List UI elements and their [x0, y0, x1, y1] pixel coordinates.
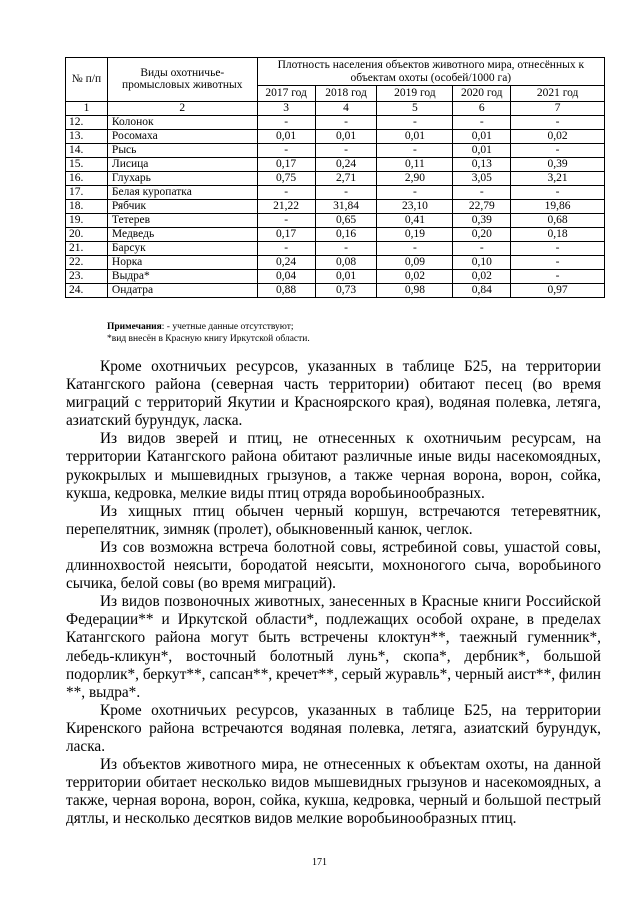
paragraph: Кроме охотничьих ресурсов, указанных в таблице Б25, на территории Киренского района встречаются водяная полевка, летяга, азиатский бурундук, ласка.: [66, 701, 601, 755]
density-value: -: [257, 143, 315, 157]
density-value: -: [511, 241, 605, 255]
row-number: 22.: [66, 255, 108, 269]
species-name: Выдра*: [107, 269, 257, 283]
table-row: [66, 269, 605, 283]
density-value: -: [511, 269, 605, 283]
row-number: 12.: [66, 115, 108, 129]
header-year: 2017 год: [257, 86, 315, 102]
density-value: 0,02: [511, 129, 605, 143]
row-number: 23.: [66, 269, 108, 283]
density-value: -: [377, 115, 453, 129]
density-value: -: [377, 241, 453, 255]
table-row: [66, 171, 605, 185]
index-cell: 6: [453, 101, 511, 115]
density-value: -: [315, 115, 377, 129]
index-cell: 4: [315, 101, 377, 115]
species-name: Глухарь: [107, 171, 257, 185]
header-year: 2021 год: [511, 86, 605, 102]
density-value: 0,11: [377, 157, 453, 171]
row-number: 16.: [66, 171, 108, 185]
species-name: Норка: [107, 255, 257, 269]
density-value: 23,10: [377, 199, 453, 213]
index-cell: 2: [107, 101, 257, 115]
density-value: 0,13: [453, 157, 511, 171]
density-value: 0,19: [377, 227, 453, 241]
density-value: -: [511, 115, 605, 129]
density-value: 0,41: [377, 213, 453, 227]
density-value: 0,75: [257, 171, 315, 185]
density-value: -: [511, 185, 605, 199]
density-value: -: [257, 115, 315, 129]
density-value: -: [453, 241, 511, 255]
table-row: [66, 199, 605, 213]
density-value: 2,90: [377, 171, 453, 185]
table-row: [66, 157, 605, 171]
paragraph: Из видов зверей и птиц, не отнесенных к охотничьим ресурсам, на территории Катангского района обитают различные иные виды насекомоядных, рукокрылых и мышевидных грызунов, а также черная ворона, ворон, сойка, кукша, кедровка, мелкие виды птиц отряда воробьинообразных.: [66, 430, 601, 502]
density-value: 0,39: [511, 157, 605, 171]
row-number: 24.: [66, 283, 108, 297]
paragraph: Кроме охотничьих ресурсов, указанных в таблице Б25, на территории Катангского района (северная часть территории) обитают песец (во время миграций с территорий Якутии и Красноярского края), водяная полевка, летяга, азиатский бурундук, ласка.: [66, 358, 601, 430]
density-value: -: [453, 115, 511, 129]
density-value: 0,08: [315, 255, 377, 269]
density-value: 31,84: [315, 199, 377, 213]
density-value: 0,84: [453, 283, 511, 297]
density-value: 0,01: [315, 129, 377, 143]
density-value: 0,68: [511, 213, 605, 227]
header-species: Виды охотничье-промысловых животных: [107, 58, 257, 102]
density-value: 0,02: [453, 269, 511, 283]
paragraph: Из видов позвоночных животных, занесенных в Красные книги Российской Федерации** и Иркутской области*, подлежащих особой охране, в пределах Катангского района могут быть встречены клоктун**, таежный гуменник*, лебедь-кликун*, восточный болотный лунь*, скопа*, дербник*, большой подорлик*, беркут**, сапсан**, кречет**, серый журавль*, черный аист**, филин **, выдра*.: [66, 593, 601, 701]
density-value: 0,02: [377, 269, 453, 283]
density-value: -: [315, 143, 377, 157]
density-value: 0,97: [511, 283, 605, 297]
table-row: [66, 129, 605, 143]
density-value: -: [453, 185, 511, 199]
density-value: 19,86: [511, 199, 605, 213]
header-year: 2020 год: [453, 86, 511, 102]
density-value: 0,18: [511, 227, 605, 241]
density-value: 0,24: [257, 255, 315, 269]
table-row: [66, 241, 605, 255]
density-value: -: [377, 185, 453, 199]
row-number: 21.: [66, 241, 108, 255]
density-value: -: [315, 185, 377, 199]
notes-line-2: *вид внесён в Красную книгу Иркутской области.: [107, 334, 310, 344]
species-name: Колонок: [107, 115, 257, 129]
table-row: [66, 115, 605, 129]
table-row: [66, 255, 605, 269]
row-number: 20.: [66, 227, 108, 241]
index-cell: 1: [66, 101, 108, 115]
table-row: [66, 227, 605, 241]
density-value: 0,10: [453, 255, 511, 269]
density-value: -: [511, 143, 605, 157]
density-value: 0,01: [315, 269, 377, 283]
density-value: 0,98: [377, 283, 453, 297]
paragraph: Из хищных птиц обычен черный коршун, встречаются тетеревятник, перепелятник, зимняк (пролет), обыкновенный канюк, чеглок.: [66, 502, 601, 538]
density-value: 0,04: [257, 269, 315, 283]
density-value: 3,21: [511, 171, 605, 185]
density-value: -: [257, 241, 315, 255]
species-name: Рябчик: [107, 199, 257, 213]
table-row: [66, 185, 605, 199]
row-number: 14.: [66, 143, 108, 157]
density-value: 0,24: [315, 157, 377, 171]
density-value: 0,01: [453, 143, 511, 157]
density-value: -: [257, 213, 315, 227]
row-number: 15.: [66, 157, 108, 171]
density-value: 0,01: [377, 129, 453, 143]
index-cell: 5: [377, 101, 453, 115]
row-number: 13.: [66, 129, 108, 143]
density-value: 0,16: [315, 227, 377, 241]
index-row: [66, 101, 605, 115]
density-value: 0,20: [453, 227, 511, 241]
species-name: Рысь: [107, 143, 257, 157]
header-year: 2019 год: [377, 86, 453, 102]
density-value: 22,79: [453, 199, 511, 213]
density-value: 0,17: [257, 227, 315, 241]
density-value: -: [511, 255, 605, 269]
density-value: -: [315, 241, 377, 255]
table-row: [66, 213, 605, 227]
notes-line-1: : - учетные данные отсутствуют;: [161, 322, 294, 332]
species-name: Тетерев: [107, 213, 257, 227]
density-value: 0,73: [315, 283, 377, 297]
density-value: 3,05: [453, 171, 511, 185]
header-density: Плотность населения объектов животного мира, отнесённых к объектам охоты (особей/1000 га): [257, 58, 604, 86]
density-value: -: [377, 143, 453, 157]
species-name: Барсук: [107, 241, 257, 255]
species-name: Лисица: [107, 157, 257, 171]
index-cell: 3: [257, 101, 315, 115]
paragraph: Из объектов животного мира, не отнесенных к объектам охоты, на данной территории обитает несколько видов мышевидных грызунов и насекомоядных, а также, черная ворона, ворон, сойка, кукша, кедровка, черный и большой пестрый дятлы, и несколько десятков видов мелкие воробьинообразных птиц.: [66, 756, 601, 828]
table-row: [66, 283, 605, 297]
table-body: [66, 115, 605, 297]
species-name: Росомаха: [107, 129, 257, 143]
notes-label: Примечания: [107, 322, 162, 332]
density-value: -: [257, 185, 315, 199]
index-cell: 7: [511, 101, 605, 115]
species-name: Медведь: [107, 227, 257, 241]
density-value: 2,71: [315, 171, 377, 185]
density-value: 0,01: [257, 129, 315, 143]
density-value: 0,88: [257, 283, 315, 297]
table-notes: [107, 321, 310, 345]
species-name: Ондатра: [107, 283, 257, 297]
row-number: 18.: [66, 199, 108, 213]
header-year: 2018 год: [315, 86, 377, 102]
paragraph: Из сов возможна встреча болотной совы, ястребиной совы, ушастой совы, длиннохвостой неясыти, бородатой неясыти, мохноногого сыча, воробьиного сычика, белой совы (во время миграций).: [66, 538, 601, 593]
density-value: 21,22: [257, 199, 315, 213]
species-name: Белая куропатка: [107, 185, 257, 199]
hunting-density-table: [65, 57, 605, 298]
row-number: 17.: [66, 185, 108, 199]
density-value: 0,17: [257, 157, 315, 171]
row-number: 19.: [66, 213, 108, 227]
page-number: 171: [312, 857, 327, 868]
table-row: [66, 143, 605, 157]
density-value: 0,01: [453, 129, 511, 143]
density-value: 0,39: [453, 213, 511, 227]
header-num: № п/п: [66, 58, 108, 102]
body-text: [66, 358, 601, 828]
density-value: 0,65: [315, 213, 377, 227]
density-value: 0,09: [377, 255, 453, 269]
